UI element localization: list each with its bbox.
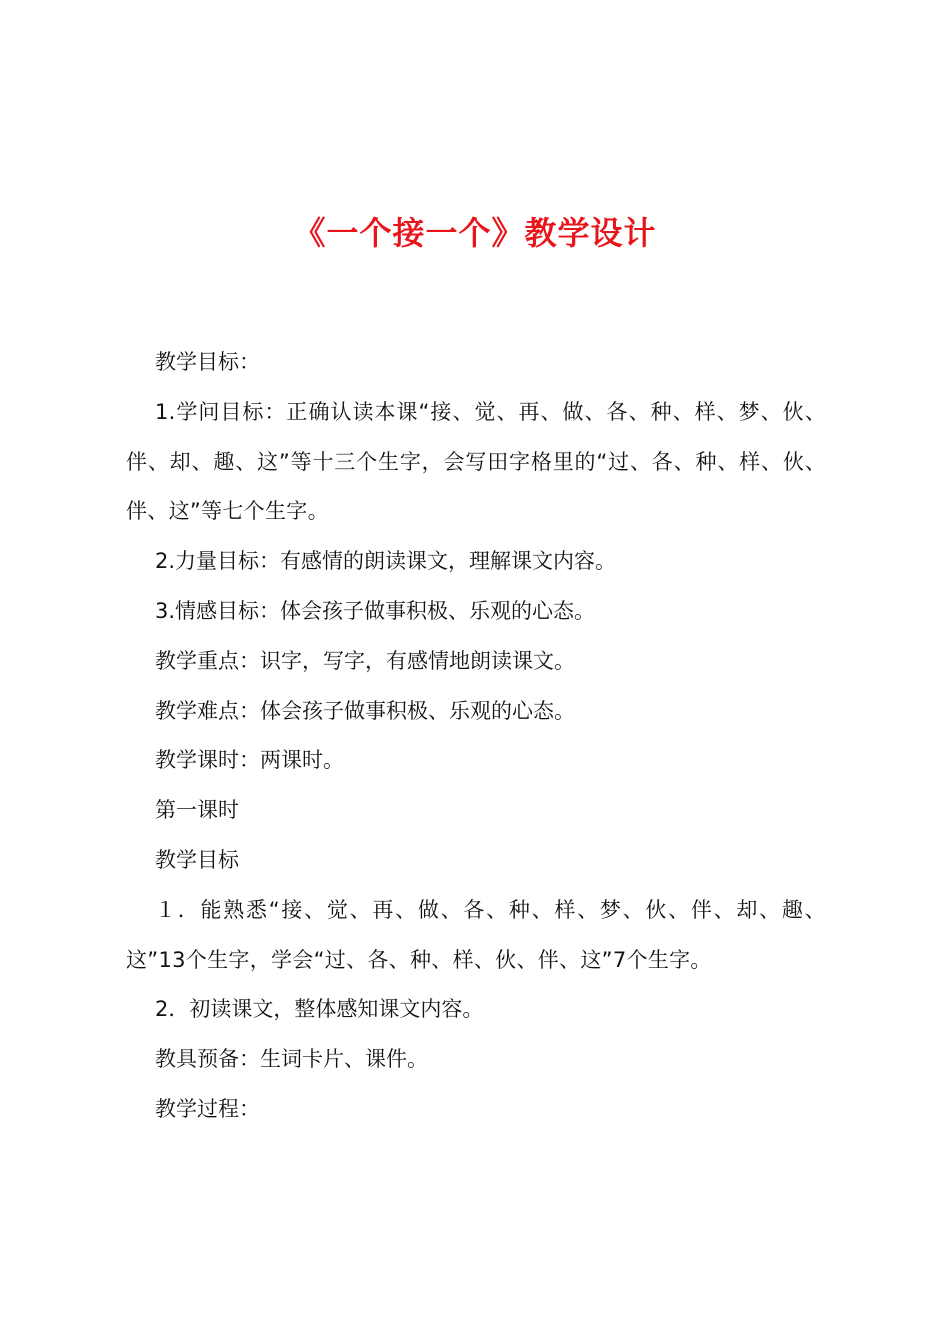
- paragraph-teaching-process: 教学过程：: [155, 1096, 260, 1121]
- paragraph-lesson-goal-2: 2．初读课文，整体感知课文内容。: [155, 997, 484, 1022]
- paragraph-first-lesson: 第一课时: [155, 798, 239, 823]
- paragraph-emotion-goal: 3.情感目标：体会孩子做事积极、乐观的心态。: [155, 598, 596, 623]
- paragraph-lesson-goals-heading: 教学目标: [155, 847, 239, 872]
- paragraph-class-hours: 教学课时：两课时。: [155, 748, 344, 773]
- paragraph-teaching-aids: 教具预备：生词卡片、课件。: [155, 1047, 428, 1072]
- paragraph-key-points: 教学重点：识字，写字，有感情地朗读课文。: [155, 648, 575, 673]
- document-title: 《一个接一个》教学设计: [293, 214, 657, 252]
- paragraph-teaching-goals-heading: 教学目标：: [155, 350, 260, 374]
- paragraph-ability-goal: 2.力量目标：有感情的朗读课文，理解课文内容。: [155, 549, 617, 574]
- document-body: [126, 338, 826, 1135]
- paragraph-knowledge-goal: 1.学问目标：正确认读本课“接、觉、再、做、各、种、样、梦、伙、伴、却、趣、这”等十三个生字，会写田字格里的“过、各、种、样、伙、伴、这”等七个生字。: [126, 399, 826, 524]
- paragraph-difficulties: 教学难点：体会孩子做事积极、乐观的心态。: [155, 698, 575, 723]
- paragraph-lesson-goal-1: １．能熟悉“接、觉、再、做、各、种、样、梦、伙、伴、却、趣、这”13个生字，学会“过、各、种、样、伙、伴、这”7个生字。: [126, 897, 826, 972]
